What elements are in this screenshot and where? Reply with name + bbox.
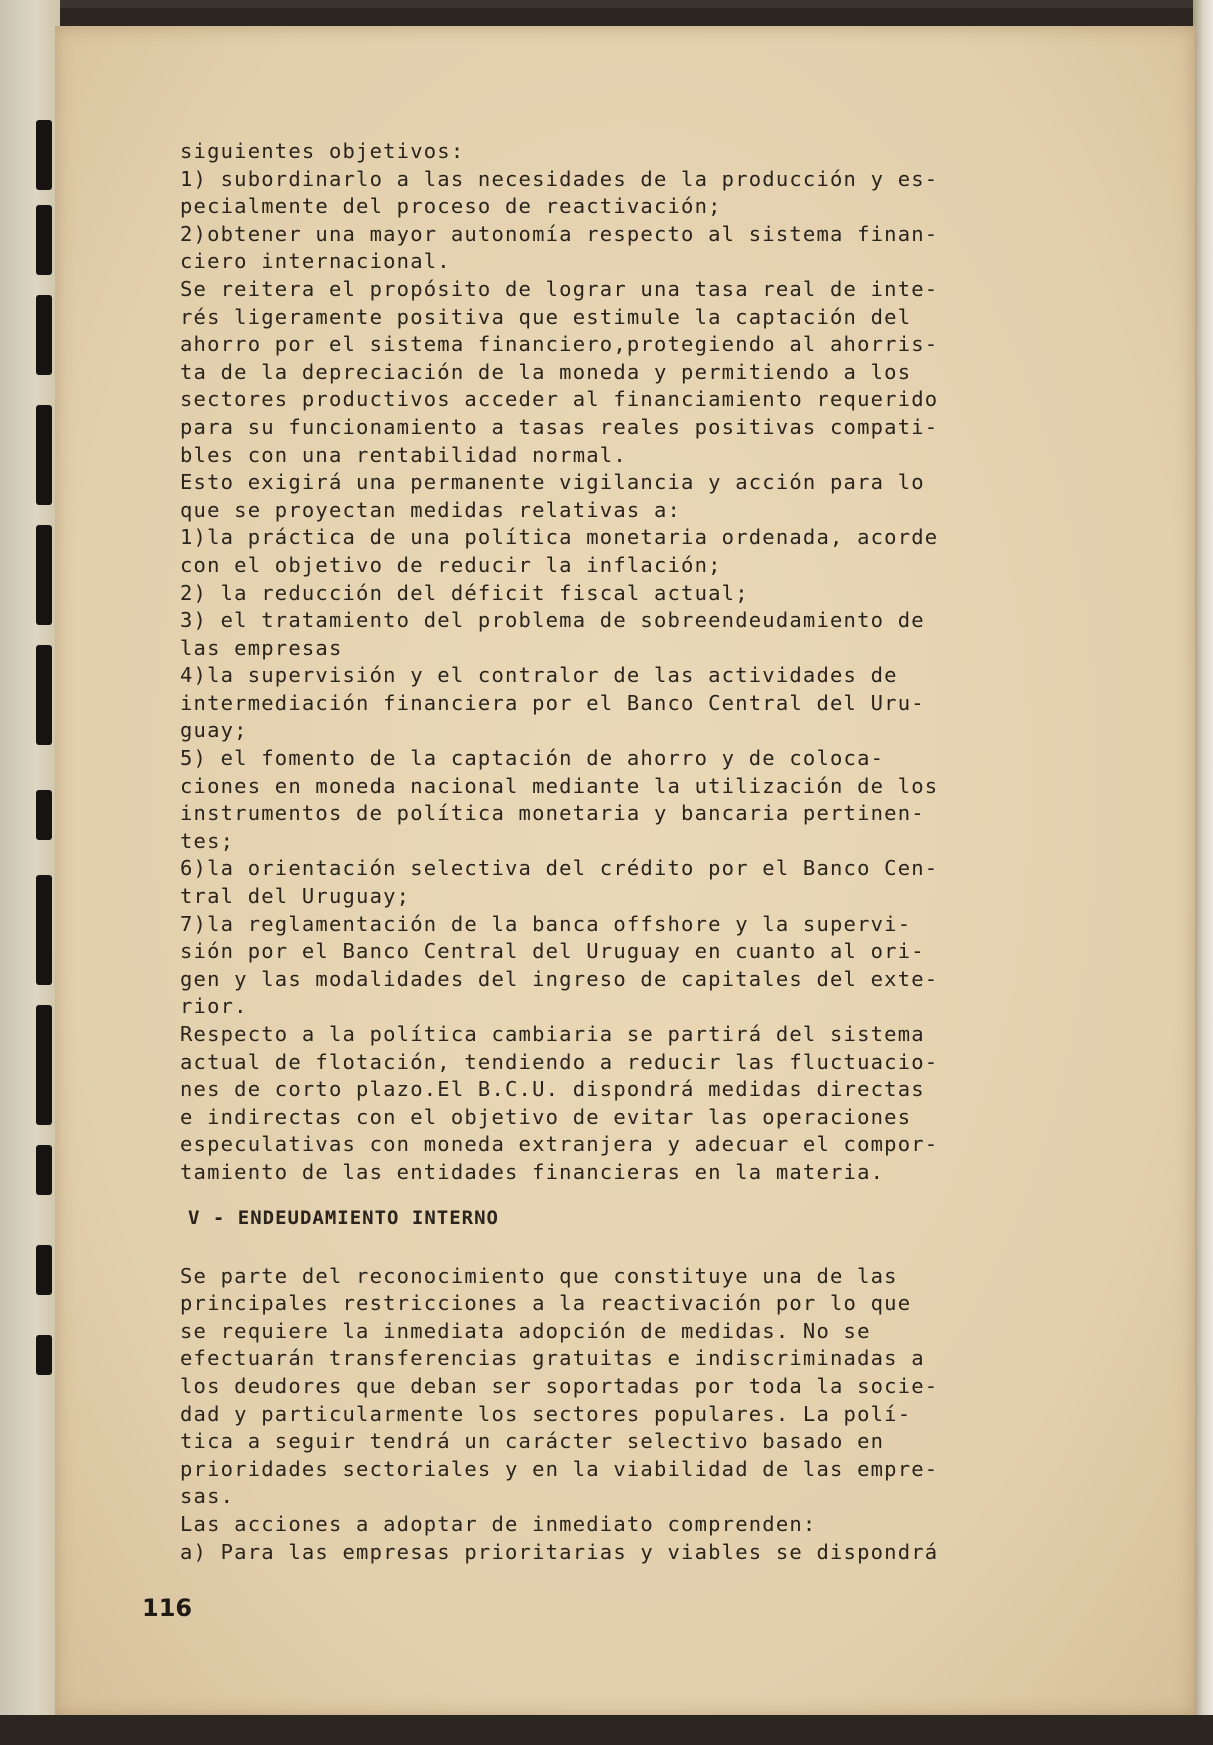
text-line: con el objetivo de reducir la inflación; (180, 552, 722, 577)
text-line: a) Para las empresas prioritarias y viables se dispondrá (180, 1539, 939, 1564)
text-line: nes de corto plazo.El B.C.U. dispondrá medidas directas (180, 1077, 925, 1102)
text-line: intermediación financiera por el Banco Central del Uru- (180, 690, 925, 715)
book-spine-edge (0, 0, 60, 1745)
text-line: tes; (180, 828, 235, 853)
text-line: actual de flotación, tendiendo a reducir las fluctuacio- (180, 1049, 939, 1074)
text-line: 2)obtener una mayor autonomía respecto al sistema finan- (180, 221, 939, 246)
text-line: dad y particularmente los sectores populares. La polí- (180, 1401, 912, 1426)
section-heading: V - ENDEUDAMIENTO INTERNO (188, 1206, 499, 1229)
book-page (55, 26, 1195, 1716)
page-body (180, 138, 1165, 1566)
text-line: bles con una rentabilidad normal. (180, 442, 627, 467)
text-line: Se parte del reconocimiento que constituye una de las (180, 1263, 898, 1288)
spine-mark (36, 790, 52, 840)
page-stack-edge (1193, 0, 1213, 1745)
scan-bottom-border (0, 1715, 1213, 1745)
text-line: los deudores que deban ser soportadas por toda la socie- (180, 1373, 939, 1398)
text-line: 1) subordinarlo a las necesidades de la producción y es- (180, 166, 939, 191)
text-line: para su funcionamiento a tasas reales positivas compati- (180, 414, 939, 439)
scan-top-border (0, 0, 1213, 8)
spine-mark (36, 525, 52, 625)
text-line: rior. (180, 994, 248, 1019)
text-line: instrumentos de política monetaria y bancaria pertinen- (180, 801, 925, 826)
text-line: efectuarán transferencias gratuitas e indiscriminadas a (180, 1346, 925, 1371)
page-number: 116 (142, 1594, 193, 1622)
text-line: 4)la supervisión y el contralor de las actividades de (180, 663, 898, 688)
text-line: 7)la reglamentación de la banca offshore y la supervi- (180, 911, 912, 936)
text-line: Esto exigirá una permanente vigilancia y acción para lo (180, 470, 925, 495)
text-line: guay; (180, 718, 248, 743)
text-line: Se reitera el propósito de lograr una tasa real de inte- (180, 276, 939, 301)
spine-mark (36, 1145, 52, 1195)
text-line: se requiere la inmediata adopción de medidas. No se (180, 1318, 871, 1343)
text-line: siguientes objetivos: (180, 139, 465, 163)
text-line: sas. (180, 1484, 235, 1509)
text-line: prioridades sectoriales y en la viabilidad de las empre- (180, 1456, 939, 1481)
spine-mark (36, 875, 52, 985)
spine-mark (36, 1245, 52, 1295)
text-line: las empresas (180, 635, 343, 660)
spine-mark (36, 205, 52, 275)
text-line: Respecto a la política cambiaria se partirá del sistema (180, 1022, 925, 1046)
text-line: 6)la orientación selectiva del crédito por el Banco Cen- (180, 856, 939, 881)
text-line: gen y las modalidades del ingreso de capitales del exte- (180, 966, 939, 991)
text-line: ciero internacional. (180, 249, 451, 274)
spine-mark (36, 120, 52, 190)
spine-mark (36, 645, 52, 745)
spine-mark (36, 1335, 52, 1375)
text-line: ciones en moneda nacional mediante la utilización de los (180, 773, 939, 798)
text-line: Las acciones a adoptar de inmediato comprenden: (180, 1511, 817, 1536)
text-line: tral del Uruguay; (180, 884, 411, 909)
text-line: tamiento de las entidades financieras en la materia. (180, 1159, 885, 1184)
paragraph-block-2 (180, 1263, 1165, 1567)
text-line: 2) la reducción del déficit fiscal actual; (180, 580, 749, 605)
text-line: sión por el Banco Central del Uruguay en cuanto al ori- (180, 939, 925, 964)
spine-mark (36, 1005, 52, 1125)
text-line: 3) el tratamiento del problema de sobreendeudamiento de (180, 608, 925, 633)
text-line: sectores productivos acceder al financiamiento requerido (180, 387, 939, 412)
text-line: 1)la práctica de una política monetaria ordenada, acorde (180, 525, 939, 550)
spine-mark (36, 295, 52, 375)
text-line: especulativas con moneda extranjera y adecuar el compor- (180, 1132, 939, 1157)
text-line: pecialmente del proceso de reactivación; (180, 194, 722, 219)
text-line: ahorro por el sistema financiero,protegiendo al ahorris- (180, 332, 939, 357)
text-line: 5) el fomento de la captación de ahorro y de coloca- (180, 746, 885, 771)
spine-mark (36, 405, 52, 505)
text-line: que se proyectan medidas relativas a: (180, 497, 682, 522)
text-line: tica a seguir tendrá un carácter selectivo basado en (180, 1429, 885, 1454)
text-line: e indirectas con el objetivo de evitar las operaciones (180, 1104, 912, 1129)
paragraph-block-1 (180, 138, 1165, 1187)
text-line: principales restricciones a la reactivación por lo que (180, 1291, 912, 1316)
text-line: rés ligeramente positiva que estimule la captación del (180, 304, 912, 329)
text-line: ta de la depreciación de la moneda y permitiendo a los (180, 359, 912, 384)
